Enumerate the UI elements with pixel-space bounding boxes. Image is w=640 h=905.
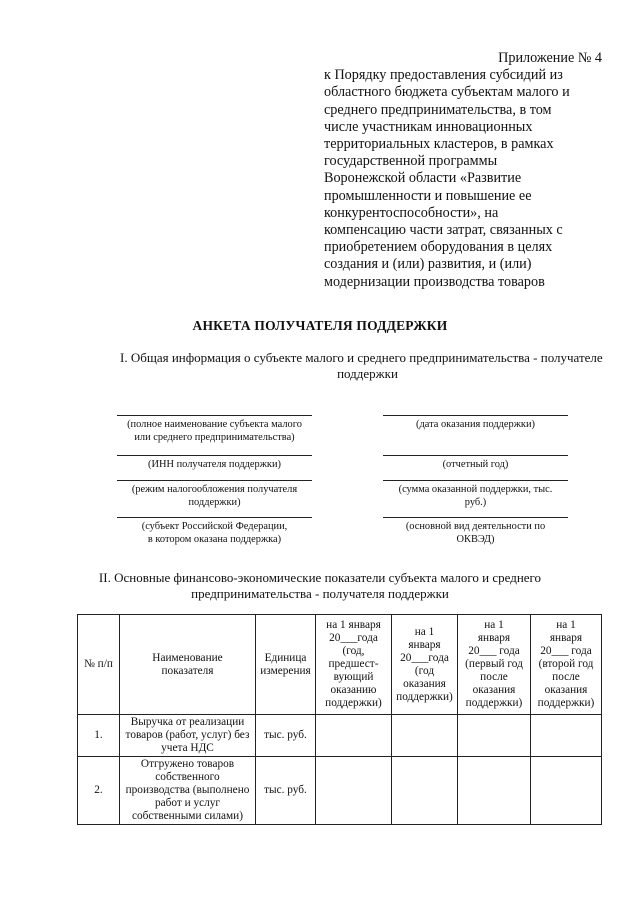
appendix-line: среднего предпринимательства, в том — [324, 101, 552, 118]
inn-field[interactable] — [117, 455, 312, 471]
appendix-line: государственной программы — [324, 153, 498, 170]
row-indicator-name: Отгружено товаров собственного производства (выполнено работ и услуг собственными силами) — [120, 757, 256, 825]
header-first-year-after: на 1 января 20___ года (первый год после оказания поддержки) — [458, 615, 531, 715]
financial-indicators-table — [77, 614, 602, 825]
value-cell[interactable] — [316, 715, 392, 757]
field-caption: (режим налогообложения получателя — [131, 484, 298, 495]
fill-line — [117, 517, 312, 518]
header-year-before: на 1 января 20___года (год, предшест- вующий оказанию поддержки) — [316, 615, 392, 715]
row-unit: тыс. руб. — [256, 757, 316, 825]
appendix-line: компенсацию части затрат, связанных с — [324, 222, 563, 239]
tax-regime-field[interactable] — [117, 480, 312, 509]
appendix-line: приобретением оборудования в целях — [324, 239, 553, 256]
field-caption: (отчетный год) — [442, 459, 509, 470]
fill-line — [383, 517, 568, 518]
fill-line — [383, 480, 568, 481]
appendix-line: областного бюджета субъектам малого и — [324, 84, 570, 101]
section-2-line: предпринимательства - получателя поддержки — [191, 586, 449, 601]
value-cell[interactable] — [392, 715, 458, 757]
section-2-line: II. Основные финансово-экономические показатели субъекта малого и среднего — [98, 570, 542, 585]
table-row — [78, 757, 602, 825]
support-date-field[interactable] — [383, 415, 568, 431]
full-name-field[interactable] — [117, 415, 312, 444]
field-caption: (ИНН получателя поддержки) — [148, 459, 281, 470]
field-caption: ОКВЭД) — [456, 534, 495, 545]
header-year-of-support: на 1 января 20___года (год оказания поддержки) — [392, 615, 458, 715]
fill-line — [117, 455, 312, 456]
region-field[interactable] — [117, 517, 312, 546]
row-unit: тыс. руб. — [256, 715, 316, 757]
section-2-heading — [0, 570, 640, 602]
value-cell[interactable] — [458, 715, 531, 757]
appendix-header — [324, 50, 614, 291]
report-year-field[interactable] — [383, 455, 568, 471]
row-num: 2. — [78, 757, 120, 825]
appendix-line: к Порядку предоставления субсидий из — [324, 67, 563, 84]
appendix-line: конкурентоспособности», на — [324, 204, 499, 221]
table-row — [78, 715, 602, 757]
row-num: 1. — [78, 715, 120, 757]
appendix-number: Приложение № 4 — [498, 50, 602, 66]
appendix-line: территориальных кластеров, в рамках — [324, 136, 554, 153]
field-caption: (дата оказания поддержки) — [416, 419, 535, 430]
field-caption: в котором оказана поддержка) — [147, 534, 282, 545]
okved-field[interactable] — [383, 517, 568, 546]
section-1-line: поддержки — [337, 366, 398, 381]
fill-line — [117, 415, 312, 416]
field-caption: (полное наименование субъекта малого — [127, 419, 302, 430]
field-caption: (субъект Российской Федерации, — [141, 521, 288, 532]
value-cell[interactable] — [316, 757, 392, 825]
value-cell[interactable] — [531, 715, 602, 757]
appendix-line: промышленности и повышение ее — [324, 187, 532, 204]
appendix-line: модернизации производства товаров — [324, 273, 545, 290]
appendix-line: числе участникам инновационных — [324, 118, 533, 135]
value-cell[interactable] — [531, 757, 602, 825]
field-caption: поддержки) — [188, 497, 241, 508]
fill-line — [383, 455, 568, 456]
document-title: АНКЕТА ПОЛУЧАТЕЛЯ ПОДДЕРЖКИ — [192, 318, 448, 333]
appendix-line: создания и (или) развития, и (или) — [324, 256, 532, 273]
field-caption: или среднего предпринимательства) — [134, 432, 295, 443]
support-sum-field[interactable] — [383, 480, 568, 509]
row-indicator-name: Выручка от реализации товаров (работ, услуг) без учета НДС — [120, 715, 256, 757]
appendix-line: Воронежской области «Развитие — [324, 170, 522, 187]
value-cell[interactable] — [392, 757, 458, 825]
field-caption: (сумма оказанной поддержки, тыс. — [398, 484, 553, 495]
value-cell[interactable] — [458, 757, 531, 825]
field-caption: (основной вид деятельности по — [405, 521, 546, 532]
header-unit: Единица измерения — [256, 615, 316, 715]
section-1-line: I. Общая информация о субъекте малого и среднего предпринимательства - получателе — [120, 350, 603, 365]
header-second-year-after: на 1 января 20___ года (второй год после оказания поддержки) — [531, 615, 602, 715]
table-header-row — [78, 615, 602, 715]
fill-line — [383, 415, 568, 416]
field-caption: руб.) — [464, 497, 487, 508]
header-num: № п/п — [78, 615, 120, 715]
section-1-heading — [120, 350, 615, 382]
fill-line — [117, 480, 312, 481]
header-indicator-name: Наименование показателя — [120, 615, 256, 715]
